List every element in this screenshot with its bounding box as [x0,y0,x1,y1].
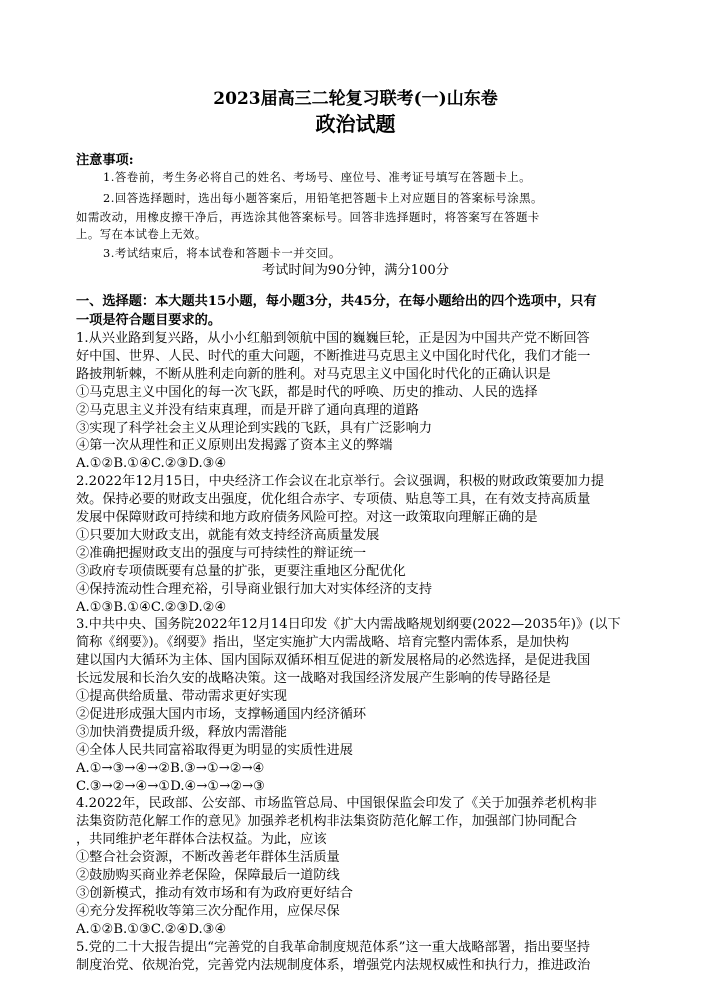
question-text-line: ③实现了科学社会主义从理论到实践的飞跃，具有广泛影响力 [76,420,433,436]
question-text-line: A.①②B.①③C.②④D.③④ [76,921,227,937]
question-text-line: ②促进形成强大国内市场，支撑畅通国内经济循环 [76,706,367,722]
notice-line: 上。写在本试卷上无效。 [76,227,207,241]
notice-line: 3.考试结束后，将本试卷和答题卡一并交回。 [103,246,341,260]
notice-line: 1.答卷前，考生务必将自己的姓名、考场号、座位号、准考证号填写在答题卡上。 [103,170,532,184]
question-text-line: ①整合社会资源，不断改善老年群体生活质量 [76,850,340,866]
section-heading: 一、选择题：本大题共15小题，每小题3分，共45分，在每小题给出的四个选项中，只有 [76,294,597,309]
question-text-line: A.①③B.①④C.②③D.②④ [76,599,227,615]
question-text-line: 长远发展和长治久安的战略决策。这一战略对我国经济发展产生影响的传导路径是 [76,671,551,687]
section-heading: 一项是符合题目要求的。 [76,313,222,328]
question-text-line: ③创新模式，推动有效市场和有为政府更好结合 [76,885,353,901]
question-text-line: ④充分发挥税收等第三次分配作用，应保尽保 [76,903,340,919]
exam-title: 2023届高三二轮复习联考(一)山东卷 [213,89,498,109]
question-text-line: ①提高供给质量、带动需求更好实现 [76,689,287,704]
question-text-line: 1.从兴业路到复兴路，从小小红船到领航中国的巍巍巨轮，正是因为中国共产党不断回答 [76,331,590,346]
question-text-line: ，共同维护老年群体合法权益。为此，应该 [76,832,327,848]
question-text-line: ④第一次从理性和正义原则出发揭露了资本主义的弊端 [76,438,393,454]
question-text-line: ④全体人民共同富裕取得更为明显的实质性进展 [76,742,353,758]
question-text-line: 制度治党、依规治党，完善党内法规制度体系，增强党内法规权威性和执行力，推进政治 [76,957,591,973]
question-text-line: A.①②B.①④C.②③D.③④ [76,456,227,472]
question-text-line: ②马克思主义并没有结束真理，而是开辟了通向真理的道路 [76,402,419,418]
question-text-line: ③加快消费提质升级，释放内需潜能 [76,724,287,740]
notice-heading: 注意事项: [76,153,134,168]
question-text-line: ①马克思主义中国化的每一次飞跃，都是时代的呼唤、历史的推动、人民的选择 [76,384,538,400]
question-text-line: ②准确把握财政支出的强度与可持续性的辩证统一 [76,545,367,561]
question-text-line: 3.中共中央、国务院2022年12月14日印发《扩大内需战略规划纲要(2022—2035年)》(以下 [76,617,621,633]
question-text-line: 发展中保障财政可持续和地方政府债务风险可控。对这一政策取向理解正确的是 [76,510,538,525]
question-text-line: ①只要加大财政支出，就能有效支持经济高质量发展 [76,527,380,543]
question-text-line: 法集资防范化解工作的意见》加强养老机构非法集资防范化解工作，加强部门协同配合 [76,814,578,830]
question-text-line: A.①→③→④→②B.③→①→②→④ [76,760,265,776]
question-text-line: 4.2022年，民政部、公安部、市场监管总局、中国银保监会印发了《关于加强养老机构非 [76,796,597,812]
question-text-line: 好中国、世界、人民、时代的重大问题，不断推进马克思主义中国化时代化，我们才能一 [76,348,591,364]
notice-line: 2.回答选择题时，选出每小题答案后，用铅笔把答题卡上对应题目的答案标号涂黑。 [103,191,543,205]
question-text-line: 路披荆斩棘，不断从胜利走向新的胜利。对马克思主义中国化时代化的正确认识是 [76,366,551,382]
question-text-line: ④保持流动性合理充裕，引导商业银行加大对实体经济的支持 [76,581,433,597]
question-text-line: ②鼓励购买商业养老保险，保障最后一道防线 [76,868,340,883]
question-text-line: ③政府专项债既要有总量的扩张，更要注重地区分配优化 [76,563,406,579]
question-text-line: 2.2022年12月15日，中央经济工作会议在北京举行。会议强调，积极的财政政策要加力提 [76,474,605,490]
question-text-line: 建以国内大循环为主体、国内国际双循环相互促进的新发展格局的必然选择，是促进我国 [76,653,591,669]
question-text-line: 效。保持必要的财政支出强度，优化组合赤字、专项债、贴息等工具，在有效支持高质量 [76,492,591,508]
subject-title: 政治试题 [315,112,396,136]
question-text-line: 简称《纲要》)。《纲要》指出，坚定实施扩大内需战略、培育完整内需体系，是加快构 [76,635,570,651]
question-text-line: C.③→②→④→①D.④→①→②→③ [76,778,265,794]
notice-line: 如需改动，用橡皮擦干净后，再选涂其他答案标号。回答非选择题时，将答案写在答题卡 [76,210,540,224]
exam-time-info: 考试时间为90分钟，满分100分 [261,263,449,278]
question-text-line: 5.党的二十大报告提出“完善党的自我革命制度规范体系”这一重大战略部署，指出要坚持 [76,939,590,955]
